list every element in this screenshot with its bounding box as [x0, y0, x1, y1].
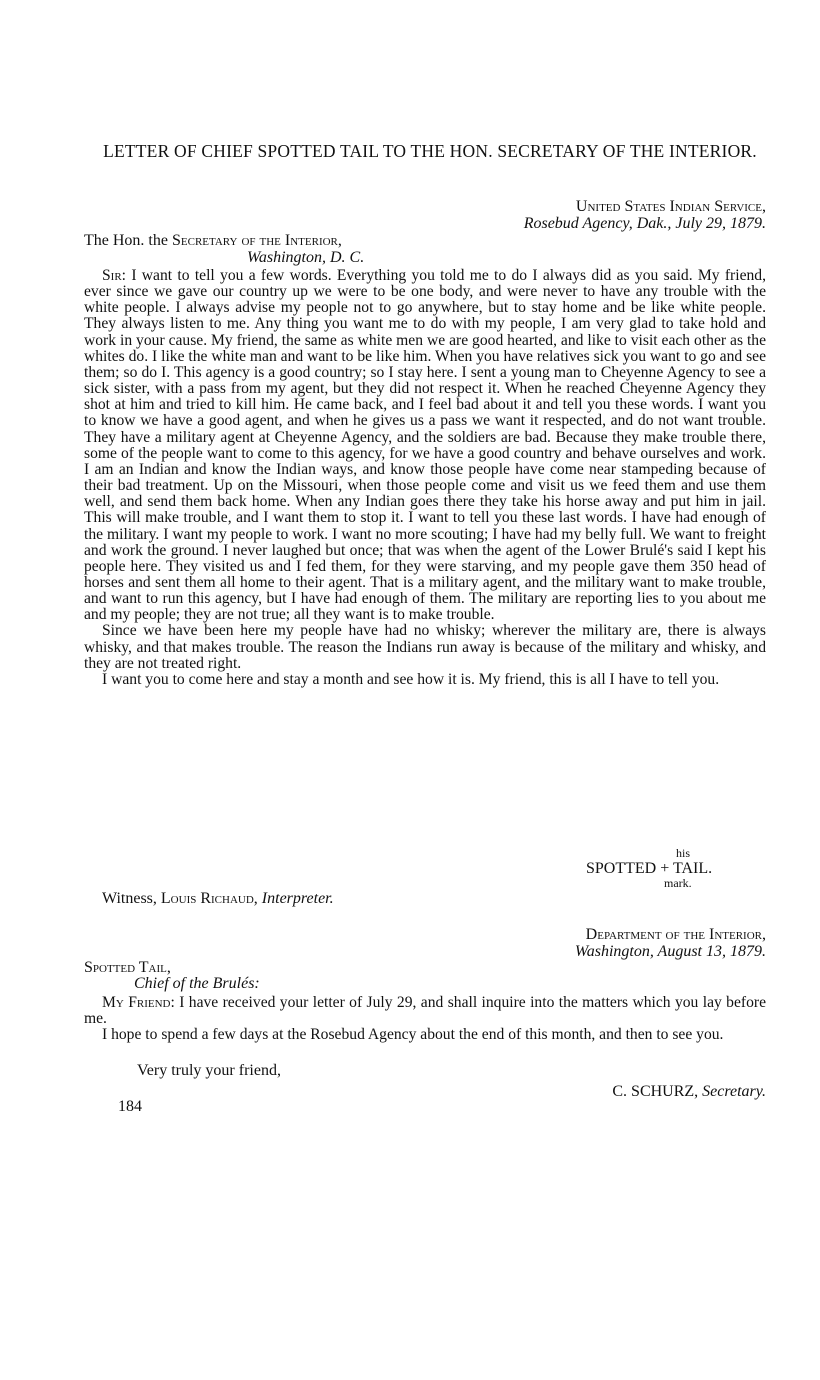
- letter1-paragraph: I want you to come here and stay a month and see how it is. My friend, this is all I have to tell you.: [102, 670, 720, 688]
- addressee-title: Secretary of the Interior,: [171, 232, 342, 249]
- letter2-addressee-title: Chief of the Brulés:: [134, 975, 260, 992]
- witness-role: Interpreter.: [261, 890, 334, 907]
- letter2-signer: [612, 1083, 766, 1100]
- letter2-salutation: My Friend:: [102, 994, 175, 1011]
- letter2-heading-date: Washington, August 13, 1879.: [574, 943, 766, 960]
- page-number: 184: [118, 1098, 142, 1115]
- signature-his: his: [676, 846, 691, 860]
- letter1-paragraph: [84, 268, 766, 623]
- letter1-heading-date: Rosebud Agency, Dak., July 29, 1879.: [523, 215, 766, 232]
- witness-name: Louis Richaud,: [160, 890, 258, 907]
- letter2-para1-text: I have received your letter of July 29, and shall inquire into the matters which you lay before me.: [84, 994, 766, 1028]
- signature-name-last: TAIL.: [672, 860, 713, 877]
- letter2-body: [84, 995, 766, 1043]
- letter1-addressee-place: Washington, D. C.: [247, 249, 365, 266]
- letter2-closing: Very truly your friend,: [137, 1062, 281, 1079]
- letter2-paragraph: I hope to spend a few days at the Rosebud Agency about the end of this month, and then to see you.: [102, 1026, 724, 1044]
- letter1-para1-text: I want to tell you a few words. Everything you told me to do I always did as you said. My friend, ever since we gave our country up we were to be one body, and were never to have any trouble with the white people. I always advise my people not to go anywhere, but to stay home and be like white people. They always listen to me. Any thing you want me to do with my people, I am very glad to take hold and work in your cause. My friend, the same as white men we are good hearted, and like to visit each other as the whites do. I like the white man and want to be like him. When you have relatives sick you want to go and see them; so do I. This agency is a good country; so I stay here. I sent a young man to Cheyenne Agency to see a sick sister, with a pass from my agent, but they did not respect it. When he reached Cheyenne Agency they shot at him and tried to kill him. He came back, and I feel bad about it and tell you these words. I want you to know we have a good agent, and when he gives us a pass we want it respected, and do not want trouble. They have a military agent at Cheyenne Agency, and the soldiers are bad. Because they make trouble there, some of the people want to come to this agency, for we have a good country and behave ourselves and work. I am an Indian and know the Indian ways, and know those people have come near stampeding because of their bad treatment. Up on the Missouri, when those people come and visit us we feed them and use them well, and send them back home. When any Indian goes there they take his horse away and put him in jail. This will make trouble, and I want them to stop it. I want to tell you these last words. I have had enough of the military. I want my people to work. I want no more scouting; I have had my belly full. We want to freight and work the ground. I never laughed but once; that was when the agent of the Lower Brulé's said I kept his people here. They visited us and I fed them, for they were starving, and my people gave them 350 head of horses and sent them all home to their agent. That is a military agent, and the military want to make trouble, and want to run this agency, but I have had enough of them. The military are reporting lies to you about me and my people; they are not true; all they want is to make trouble.: [84, 267, 766, 624]
- letter1-addressee: [84, 232, 342, 249]
- signature-mark: [586, 846, 766, 894]
- signature-mark-label: mark.: [664, 876, 692, 890]
- letter1-salutation: Sir:: [102, 267, 127, 284]
- letter2-paragraph: [84, 995, 766, 1027]
- letter1-paragraph: Since we have been here my people have had no whisky; wherever the military are, there is always whisky, and that makes trouble. The reason the Indians run away is because of the military and whisky, and they are not treated right.: [84, 622, 766, 672]
- signer-title: Secretary.: [702, 1083, 766, 1100]
- witness-prefix: Witness,: [102, 890, 157, 907]
- signature-name-first: SPOTTED: [586, 860, 657, 877]
- signature-cross: +: [660, 860, 670, 877]
- signer-name: C. SCHURZ,: [612, 1083, 699, 1100]
- letter1-body: [84, 268, 766, 688]
- letter2-addressee-name: Spotted Tail,: [84, 959, 171, 976]
- letter1-heading-org: United States Indian Service,: [575, 198, 766, 215]
- page-title: LETTER OF CHIEF SPOTTED TAIL TO THE HON. SECRETARY OF THE INTERIOR.: [103, 141, 757, 161]
- witness-line: [102, 890, 334, 907]
- signature-line: [586, 860, 712, 878]
- addressee-prefix: The Hon. the: [84, 232, 168, 249]
- letter2-heading-org: Department of the Interior,: [585, 926, 766, 943]
